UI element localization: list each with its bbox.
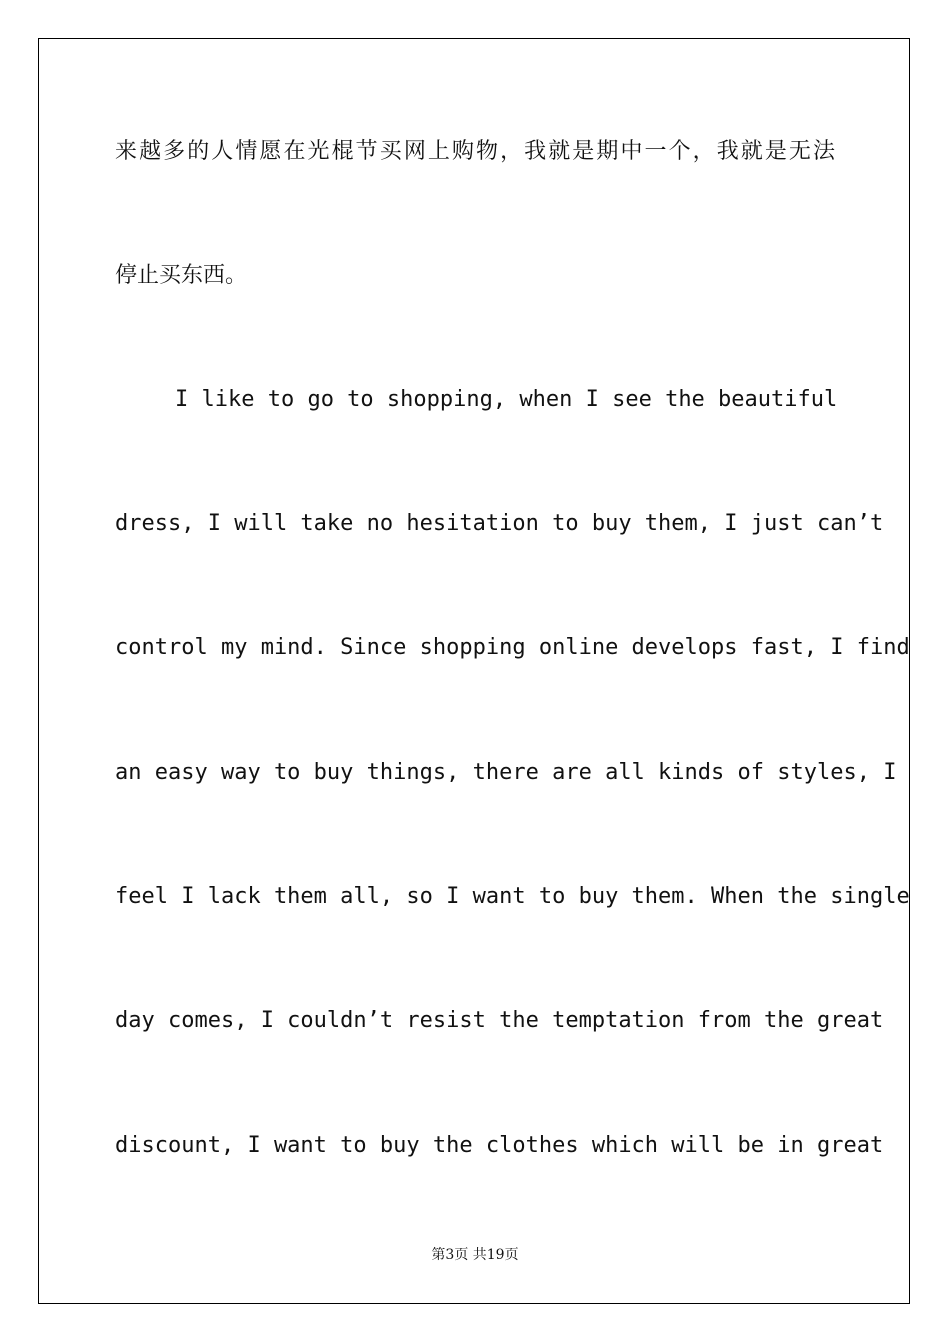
paragraph-line: day comes, I couldn’t resist the temptation from the great <box>115 1008 884 1033</box>
paragraph-line: I like to go to shopping, when I see the beautiful <box>175 387 838 412</box>
paragraph-line: 来越多的人情愿在光棍节买网上购物，我就是期中一个，我就是无法 <box>115 139 835 164</box>
paragraph-line: 停止买东西。 <box>115 263 248 288</box>
page-number-footer: 第3页 共19页 <box>431 1247 519 1263</box>
paragraph-line: feel I lack them all, so I want to buy them. When the single <box>115 884 910 909</box>
paragraph-line: an easy way to buy things, there are all kinds of styles, I <box>115 760 897 785</box>
paragraph-line: control my mind. Since shopping online develops fast, I find <box>115 635 910 660</box>
paragraph-line: discount, I want to buy the clothes which will be in great <box>115 1133 884 1158</box>
paragraph-line: dress, I will take no hesitation to buy them, I just can’t <box>115 511 884 536</box>
